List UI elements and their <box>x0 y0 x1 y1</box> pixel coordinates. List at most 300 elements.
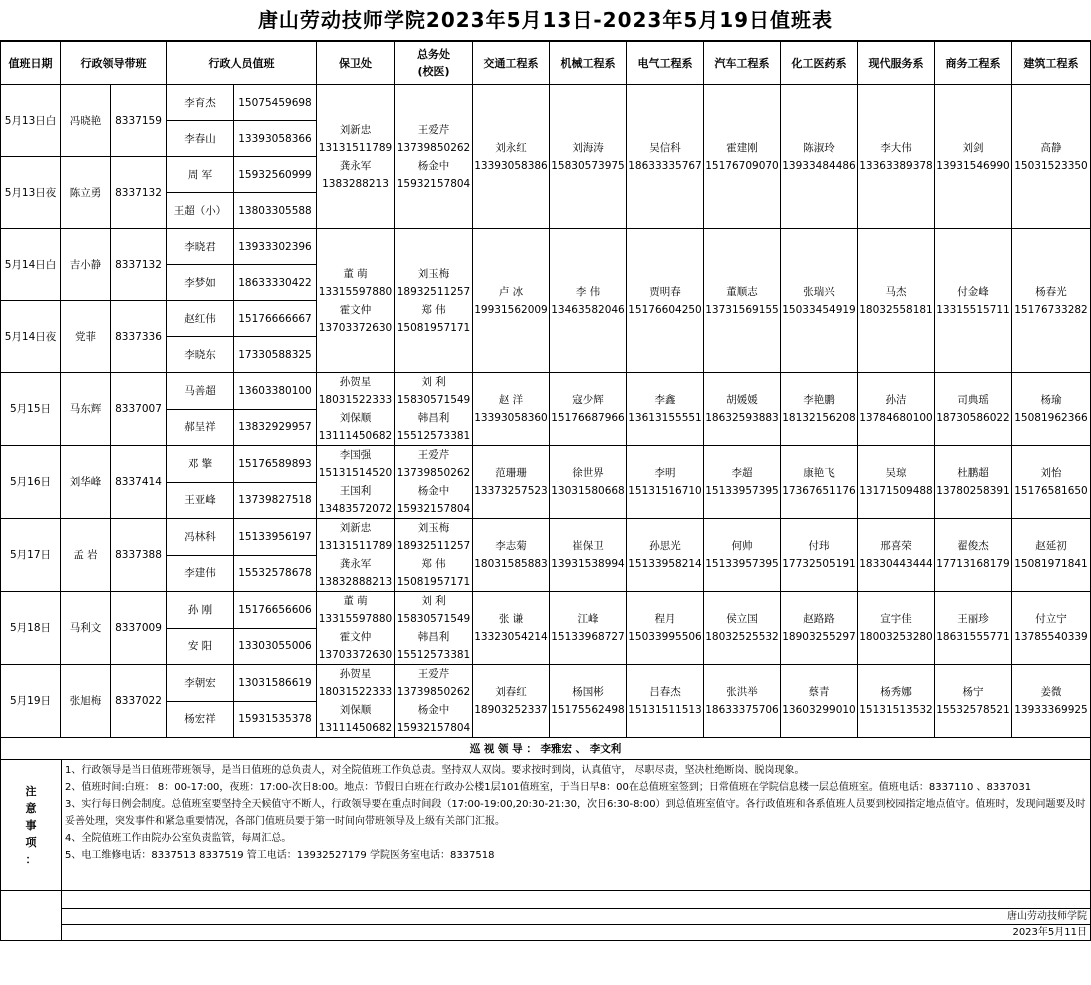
staff-phone: 15176666667 <box>234 301 317 337</box>
staff-phone: 13803305588 <box>234 193 317 229</box>
duty-row <box>1 373 1091 410</box>
dept-staff-phone: 18730586022 <box>936 412 1010 424</box>
dept-duty-cell <box>704 85 781 229</box>
dept-staff-name: 霍建刚 <box>726 141 758 154</box>
security-line: 13315597880 <box>318 285 393 298</box>
duty-date: 5月18日 <box>1 592 61 665</box>
dept-duty-cell <box>627 519 704 592</box>
staff-name: 邓 擎 <box>167 446 234 483</box>
security-line: 董 萌 <box>343 267 368 280</box>
dept-duty-cell <box>627 592 704 665</box>
staff-name: 赵红伟 <box>167 301 234 337</box>
dept-staff-phone: 15175562498 <box>551 704 625 716</box>
dept-staff-name: 李大伟 <box>880 141 912 154</box>
dept-staff-phone: 15031523350 <box>1014 159 1088 172</box>
dept-duty-cell <box>627 665 704 738</box>
duty-row <box>1 519 1091 556</box>
dept-staff-phone: 13933484486 <box>782 159 856 172</box>
dept-duty-cell <box>550 85 627 229</box>
duty-date: 5月15日 <box>1 373 61 446</box>
staff-phone: 13303055006 <box>234 628 317 665</box>
dept-staff-phone: 19931562009 <box>474 303 548 316</box>
general-affairs-line: 15512573381 <box>396 430 471 442</box>
security-line: 13703372630 <box>318 649 393 661</box>
dept-staff-phone: 13931538994 <box>551 558 625 570</box>
dept-duty-cell <box>935 85 1012 229</box>
dept-duty-cell <box>473 519 550 592</box>
dept-duty-cell <box>627 85 704 229</box>
general-affairs-cell <box>395 85 473 229</box>
dept-staff-phone: 18032525532 <box>705 631 779 643</box>
staff-name: 王亚峰 <box>167 482 234 519</box>
header-leader: 行政领导带班 <box>61 42 167 85</box>
security-cell <box>317 592 395 665</box>
staff-name: 李朝宏 <box>167 665 234 702</box>
general-affairs-line: 韩昌利 <box>417 631 450 643</box>
general-affairs-cell <box>395 229 473 373</box>
staff-name: 李晓君 <box>167 229 234 265</box>
duty-date: 5月19日 <box>1 665 61 738</box>
dept-duty-cell <box>935 373 1012 446</box>
staff-name: 李春山 <box>167 121 234 157</box>
staff-phone: 15932560999 <box>234 157 317 193</box>
dept-duty-cell <box>935 446 1012 519</box>
leader-name: 党菲 <box>61 301 111 373</box>
dept-staff-name: 孙洁 <box>885 394 907 406</box>
notes-label-char: 项 <box>25 835 37 849</box>
dept-staff-name: 吕春杰 <box>649 686 681 698</box>
dept-staff-phone: 18031585883 <box>474 558 548 570</box>
dept-staff-name: 贾明春 <box>649 285 681 298</box>
dept-staff-phone: 13613155551 <box>628 412 702 424</box>
dept-staff-name: 司典瑶 <box>957 394 989 406</box>
dept-staff-phone: 18003253280 <box>859 631 933 643</box>
leader-phone: 8337009 <box>111 592 167 665</box>
security-line: 龚永军 <box>339 159 372 172</box>
dept-staff-phone: 15176709070 <box>705 159 779 172</box>
dept-staff-name: 李志菊 <box>495 540 527 552</box>
security-line: 王国利 <box>339 485 372 497</box>
duty-date: 5月17日 <box>1 519 61 592</box>
notes-label-char: 事 <box>25 818 37 832</box>
leader-name: 张旭梅 <box>61 665 111 738</box>
leader-phone: 8337007 <box>111 373 167 446</box>
dept-staff-name: 李 伟 <box>575 285 601 298</box>
dept-staff-phone: 18903255297 <box>782 631 856 643</box>
general-affairs-cell <box>395 519 473 592</box>
leader-name: 孟 岩 <box>61 519 111 592</box>
dept-staff-phone: 18032558181 <box>859 303 933 316</box>
dept-duty-cell <box>704 519 781 592</box>
security-line: 董 萌 <box>343 595 368 607</box>
dept-duty-cell <box>704 373 781 446</box>
dept-duty-cell <box>781 229 858 373</box>
dept-staff-phone: 13031580668 <box>551 485 625 497</box>
dept-staff-phone: 15131516710 <box>628 485 702 497</box>
dept-staff-name: 董顺志 <box>726 285 758 298</box>
header-dept: 建筑工程系 <box>1012 42 1091 85</box>
dept-duty-cell <box>473 373 550 446</box>
dept-staff-name: 付金峰 <box>957 285 989 298</box>
dept-duty-cell <box>627 229 704 373</box>
security-line: 13111450682 <box>318 430 393 442</box>
dept-duty-cell <box>1012 373 1091 446</box>
dept-staff-phone: 17367651176 <box>782 485 856 497</box>
general-affairs-line: 刘玉梅 <box>417 522 450 534</box>
security-line: 霍文仲 <box>339 631 372 643</box>
dept-duty-cell <box>704 665 781 738</box>
notes-section <box>0 760 1091 891</box>
dept-staff-name: 王丽珍 <box>957 613 989 625</box>
dept-staff-name: 康艳飞 <box>803 467 835 479</box>
dept-staff-name: 杨宁 <box>962 686 984 698</box>
general-affairs-line: 15830571549 <box>396 613 471 625</box>
dept-staff-phone: 15176581650 <box>1014 485 1088 497</box>
dept-duty-cell <box>473 85 550 229</box>
dept-duty-cell <box>781 373 858 446</box>
staff-name: 安 阳 <box>167 628 234 665</box>
staff-phone: 13739827518 <box>234 482 317 519</box>
footer-main <box>62 891 1090 940</box>
general-affairs-line: 18932511257 <box>396 540 471 552</box>
security-line: 15131514520 <box>318 467 393 479</box>
dept-staff-name: 杨瑜 <box>1040 394 1062 406</box>
dept-staff-phone: 18633375706 <box>705 704 779 716</box>
dept-duty-cell <box>1012 446 1091 519</box>
dept-staff-name: 李超 <box>731 467 753 479</box>
staff-phone: 15133956197 <box>234 519 317 556</box>
general-affairs-cell <box>395 373 473 446</box>
dept-staff-phone: 15081971841 <box>1014 558 1088 570</box>
footer-org: 唐山劳动技师学院 <box>62 909 1090 925</box>
header-dept: 机械工程系 <box>550 42 627 85</box>
dept-staff-name: 李艳鹏 <box>803 394 835 406</box>
leader-phone: 8337414 <box>111 446 167 519</box>
general-affairs-line: 杨金中 <box>417 159 450 172</box>
note-item: 2、值班时间:白班： 8：00-17:00，夜班：17:00-次日8:00。地点：节假日白班在行政办公楼1层101值班室，于当日早8：00在总值班室签到；日常值班在学院信息楼一层总值班室。值班电话：8337110 、8337031 <box>65 782 1032 793</box>
security-line: 刘新忠 <box>339 123 372 136</box>
leader-name: 陈立勇 <box>61 157 111 229</box>
general-affairs-line: 刘 利 <box>421 376 446 388</box>
dept-staff-phone: 13171509488 <box>859 485 933 497</box>
dept-duty-cell <box>858 592 935 665</box>
general-affairs-line: 杨金中 <box>417 704 450 716</box>
dept-staff-phone: 15176687966 <box>551 412 625 424</box>
notes-label-char: 意 <box>25 801 37 815</box>
staff-phone: 15176589893 <box>234 446 317 483</box>
general-affairs-line: 杨金中 <box>417 485 450 497</box>
staff-name: 杨宏祥 <box>167 701 234 738</box>
dept-duty-cell <box>550 373 627 446</box>
dept-staff-name: 付立宁 <box>1035 613 1067 625</box>
dept-staff-phone: 15033995506 <box>628 631 702 643</box>
dept-staff-phone: 13603299010 <box>782 704 856 716</box>
dept-staff-name: 侯立国 <box>726 613 758 625</box>
dept-staff-phone: 13363389378 <box>859 159 933 172</box>
leader-phone: 8337336 <box>111 301 167 373</box>
header-dept: 现代服务系 <box>858 42 935 85</box>
dept-staff-name: 刘海涛 <box>572 141 604 154</box>
dept-staff-phone: 13933369925 <box>1014 704 1088 716</box>
dept-staff-phone: 15133958214 <box>628 558 702 570</box>
dept-duty-cell <box>550 665 627 738</box>
dept-staff-phone: 13393058386 <box>474 159 548 172</box>
dept-staff-phone: 15133957395 <box>705 485 779 497</box>
security-line: 13131511789 <box>318 540 393 552</box>
dept-duty-cell <box>1012 519 1091 592</box>
security-line: 刘新忠 <box>339 522 372 534</box>
dept-staff-phone: 13393058360 <box>474 412 548 424</box>
dept-staff-name: 卢 冰 <box>498 285 524 298</box>
staff-phone: 17330588325 <box>234 337 317 373</box>
dept-staff-phone: 13780258391 <box>936 485 1010 497</box>
dept-staff-name: 宣宇佳 <box>880 613 912 625</box>
notes-label-char: 注 <box>25 784 37 798</box>
security-line: 李国强 <box>339 449 372 461</box>
patrol-leaders: 巡 视 领 导 ： 李雅宏 、 李文利 <box>0 738 1091 760</box>
header-general-line2: (校医) <box>417 65 450 78</box>
dept-duty-cell <box>858 85 935 229</box>
dept-duty-cell <box>858 519 935 592</box>
dept-duty-cell <box>858 373 935 446</box>
general-affairs-cell <box>395 446 473 519</box>
dept-duty-cell <box>550 229 627 373</box>
dept-staff-phone: 17732505191 <box>782 558 856 570</box>
footer-spacer <box>1 891 62 940</box>
dept-staff-phone: 13784680100 <box>859 412 933 424</box>
dept-duty-cell <box>781 665 858 738</box>
staff-phone: 13832929957 <box>234 409 317 446</box>
note-item: 4、全院值班工作由院办公室负责监管，每周汇总。 <box>65 833 292 844</box>
dept-staff-name: 李鑫 <box>654 394 676 406</box>
dept-staff-name: 胡媛媛 <box>726 394 758 406</box>
dept-staff-name: 杜鹏超 <box>957 467 989 479</box>
dept-staff-name: 江峰 <box>577 613 599 625</box>
dept-staff-name: 杨秀娜 <box>880 686 912 698</box>
security-line: 孙贺星 <box>339 668 372 680</box>
dept-staff-name: 徐世界 <box>572 467 604 479</box>
security-line: 18031522333 <box>318 394 393 406</box>
general-affairs-line: 13739850262 <box>396 141 471 154</box>
staff-name: 孙 刚 <box>167 592 234 629</box>
dept-staff-name: 杨春光 <box>1035 285 1067 298</box>
dept-duty-cell <box>473 229 550 373</box>
dept-staff-name: 付玮 <box>808 540 830 552</box>
dept-staff-phone: 15532578521 <box>936 704 1010 716</box>
duty-row <box>1 592 1091 629</box>
security-cell <box>317 665 395 738</box>
dept-staff-name: 程月 <box>654 613 676 625</box>
dept-staff-name: 刘永红 <box>495 141 527 154</box>
dept-staff-phone: 18633335767 <box>628 159 702 172</box>
security-line: 13703372630 <box>318 321 393 334</box>
duty-date: 5月14日白 <box>1 229 61 301</box>
leader-phone: 8337022 <box>111 665 167 738</box>
security-line: 13131511789 <box>318 141 393 154</box>
dept-staff-phone: 17713168179 <box>936 558 1010 570</box>
dept-staff-name: 刘怡 <box>1040 467 1062 479</box>
security-cell <box>317 373 395 446</box>
dept-staff-name: 赵延初 <box>1035 540 1067 552</box>
dept-staff-name: 吴琼 <box>885 467 907 479</box>
security-line: 孙贺星 <box>339 376 372 388</box>
dept-staff-name: 刘剑 <box>962 141 984 154</box>
staff-name: 周 军 <box>167 157 234 193</box>
security-line: 18031522333 <box>318 686 393 698</box>
security-cell <box>317 229 395 373</box>
dept-staff-phone: 13931546990 <box>936 159 1010 172</box>
dept-staff-phone: 18632593883 <box>705 412 779 424</box>
staff-phone: 13933302396 <box>234 229 317 265</box>
dept-duty-cell <box>858 665 935 738</box>
duty-row <box>1 446 1091 483</box>
general-affairs-cell <box>395 592 473 665</box>
dept-staff-phone: 15131513532 <box>859 704 933 716</box>
dept-staff-phone: 13315515711 <box>936 303 1010 316</box>
security-line: 刘保顺 <box>339 412 372 424</box>
general-affairs-line: 15932157804 <box>396 722 471 734</box>
leader-name: 马利文 <box>61 592 111 665</box>
dept-duty-cell <box>935 592 1012 665</box>
dept-staff-name: 李明 <box>654 467 676 479</box>
dept-staff-name: 翟俊杰 <box>957 540 989 552</box>
dept-duty-cell <box>858 446 935 519</box>
header-general-line1: 总务处 <box>417 48 450 61</box>
security-line: 13832888213 <box>318 576 393 588</box>
dept-staff-name: 崔保卫 <box>572 540 604 552</box>
dept-staff-phone: 13463582046 <box>551 303 625 316</box>
dept-staff-phone: 18903252337 <box>474 704 548 716</box>
header-dept: 汽车工程系 <box>704 42 781 85</box>
dept-staff-name: 何帅 <box>731 540 753 552</box>
dept-duty-cell <box>781 446 858 519</box>
dept-staff-phone: 15133957395 <box>705 558 779 570</box>
security-line: 刘保顺 <box>339 704 372 716</box>
dept-staff-name: 范珊珊 <box>495 467 527 479</box>
header-general-affairs <box>395 42 473 85</box>
general-affairs-line: 15512573381 <box>396 649 471 661</box>
dept-staff-name: 张瑞兴 <box>803 285 835 298</box>
leader-phone: 8337159 <box>111 85 167 157</box>
staff-phone: 13393058366 <box>234 121 317 157</box>
header-dept: 电气工程系 <box>627 42 704 85</box>
leader-name: 刘华峰 <box>61 446 111 519</box>
duty-date: 5月13日夜 <box>1 157 61 229</box>
general-affairs-line: 刘 利 <box>421 595 446 607</box>
dept-staff-name: 赵路路 <box>803 613 835 625</box>
duty-date: 5月13日白 <box>1 85 61 157</box>
security-line: 13483572072 <box>318 503 393 515</box>
dept-duty-cell <box>935 229 1012 373</box>
dept-staff-name: 赵 洋 <box>498 394 524 406</box>
header-security: 保卫处 <box>317 42 395 85</box>
general-affairs-line: 王爱芹 <box>417 449 450 461</box>
dept-staff-phone: 13323054214 <box>474 631 548 643</box>
dept-staff-phone: 13785540339 <box>1014 631 1088 643</box>
security-cell <box>317 446 395 519</box>
security-cell <box>317 519 395 592</box>
dept-staff-name: 吴信科 <box>649 141 681 154</box>
dept-staff-phone: 18330443444 <box>859 558 933 570</box>
dept-duty-cell <box>781 519 858 592</box>
staff-phone: 15931535378 <box>234 701 317 738</box>
staff-name: 李育杰 <box>167 85 234 121</box>
general-affairs-line: 郑 伟 <box>421 558 446 570</box>
security-cell <box>317 85 395 229</box>
dept-staff-phone: 15033454919 <box>782 303 856 316</box>
dept-staff-name: 刘春红 <box>495 686 527 698</box>
general-affairs-line: 郑 伟 <box>421 303 446 316</box>
header-dept: 化工医药系 <box>781 42 858 85</box>
dept-duty-cell <box>1012 85 1091 229</box>
general-affairs-line: 王爱芹 <box>417 668 450 680</box>
dept-duty-cell <box>473 592 550 665</box>
general-affairs-line: 15830571549 <box>396 394 471 406</box>
dept-duty-cell <box>550 446 627 519</box>
security-line: 13111450682 <box>318 722 393 734</box>
dept-duty-cell <box>550 592 627 665</box>
dept-staff-name: 蔡青 <box>808 686 830 698</box>
footer-blank-row <box>62 891 1090 909</box>
dept-staff-phone: 13373257523 <box>474 485 548 497</box>
dept-duty-cell <box>473 665 550 738</box>
footer <box>0 891 1091 941</box>
dept-duty-cell <box>704 229 781 373</box>
dept-staff-phone: 15131511513 <box>628 704 702 716</box>
staff-name: 李建伟 <box>167 555 234 592</box>
dept-staff-name: 孙思光 <box>649 540 681 552</box>
dept-staff-name: 张 谦 <box>498 613 524 625</box>
general-affairs-line: 15932157804 <box>396 177 471 190</box>
leader-phone: 8337388 <box>111 519 167 592</box>
dept-staff-phone: 18132156208 <box>782 412 856 424</box>
general-affairs-line: 13739850262 <box>396 686 471 698</box>
page-title: 唐山劳动技师学院2023年5月13日-2023年5月19日值班表 <box>0 0 1091 41</box>
security-line: 龚永军 <box>339 558 372 570</box>
dept-staff-phone: 15133968727 <box>551 631 625 643</box>
general-affairs-line: 15932157804 <box>396 503 471 515</box>
staff-name: 马善超 <box>167 373 234 410</box>
staff-name: 王超（小） <box>167 193 234 229</box>
staff-phone: 15532578678 <box>234 555 317 592</box>
duty-row <box>1 665 1091 702</box>
staff-name: 李梦如 <box>167 265 234 301</box>
duty-row <box>1 229 1091 265</box>
header-dept: 交通工程系 <box>473 42 550 85</box>
notes-label <box>1 760 62 890</box>
dept-duty-cell <box>1012 592 1091 665</box>
footer-date: 2023年5月11日 <box>1012 927 1087 938</box>
dept-staff-name: 寇少辉 <box>572 394 604 406</box>
dept-staff-name: 邢喜荣 <box>880 540 912 552</box>
dept-staff-phone: 13731569155 <box>705 303 779 316</box>
staff-phone: 15075459698 <box>234 85 317 121</box>
duty-table <box>0 41 1091 738</box>
note-item: 3、实行每日例会制度。总值班室要坚持全天候值守不断人，行政领导要在重点时间段（17:00-19:00,20:30-21:30，次日6:30-8:00）到总值班室值守。各行政值班和各系值班人员要到校园指定地点值守。值班时，发现问题要及时妥善处理，突发事件和紧急重要情况，各部门值班员要于第一时间向带班领导及上级有关部门汇报。 <box>65 799 1086 827</box>
duty-row <box>1 85 1091 121</box>
security-line: 1383288213 <box>322 177 389 190</box>
general-affairs-line: 刘玉梅 <box>417 267 450 280</box>
security-line: 霍文仲 <box>339 303 372 316</box>
staff-phone: 13603380100 <box>234 373 317 410</box>
dept-staff-name: 马杰 <box>885 285 907 298</box>
dept-duty-cell <box>1012 665 1091 738</box>
dept-duty-cell <box>1012 229 1091 373</box>
general-affairs-line: 韩昌利 <box>417 412 450 424</box>
dept-duty-cell <box>935 519 1012 592</box>
staff-phone: 18633330422 <box>234 265 317 301</box>
dept-duty-cell <box>858 229 935 373</box>
